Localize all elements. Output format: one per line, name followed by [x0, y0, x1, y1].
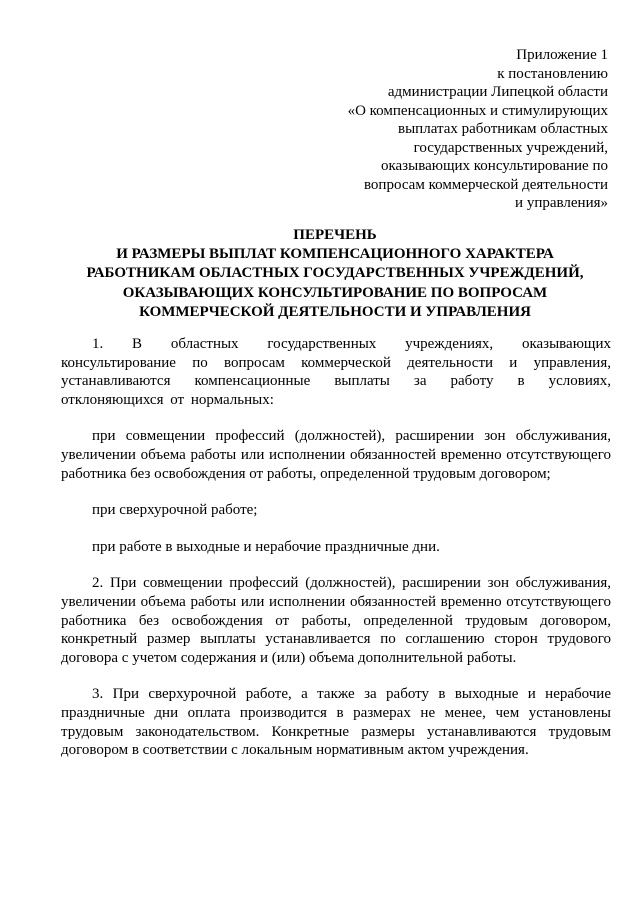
- paragraph-1: 1. В областных государственных учреждениях, оказывающих консультирование по вопросам коммерческой деятельности и управления, устанавливаются компенсационные выплаты за работу в условиях, отклоняющихся от нормальных:: [61, 336, 611, 408]
- heading-line: ОКАЗЫВАЮЩИХ КОНСУЛЬТИРОВАНИЕ ПО ВОПРОСАМ: [122, 284, 548, 301]
- heading-line: КОММЕРЧЕСКОЙ ДЕЯТЕЛЬНОСТИ И УПРАВЛЕНИЯ: [139, 303, 531, 320]
- paragraph-1-item-holidays: при работе в выходные и нерабочие праздничные дни.: [92, 538, 440, 555]
- appendix-block: [308, 46, 608, 213]
- paragraph-2: 2. При совмещении профессий (должностей), расширении зон обслуживания, увеличении объема работы или исполнении обязанностей временно отсутствующего работника без освобождения от работы, определенной трудовым договором, конкретный размер выплаты устанавливается по соглашению сторон трудового договора с учетом содержания и (или) объема дополнительной работы.: [61, 575, 611, 666]
- appendix-line: Приложение 1: [516, 47, 608, 63]
- appendix-line: администрации Липецкой области: [387, 84, 608, 100]
- paragraph-1-item-combination: при совмещении профессий (должностей), расширении зон обслуживания, увеличении объема работы или исполнении обязанностей временно отсутствующего работника без освобождения от работы, определенной трудовым договором;: [61, 428, 611, 482]
- document-heading: [60, 226, 610, 322]
- appendix-line: к постановлению: [497, 65, 608, 82]
- appendix-line: «О компенсационных и стимулирующих: [347, 102, 608, 119]
- document-body: [61, 335, 611, 778]
- appendix-line: оказывающих консультирование по: [380, 158, 608, 174]
- appendix-line: вопросам коммерческой деятельности: [363, 176, 608, 193]
- heading-line: ПЕРЕЧЕНЬ: [293, 227, 377, 243]
- appendix-line: государственных учреждений,: [413, 139, 608, 156]
- paragraph-3: 3. При сверхурочной работе, а также за работу в выходные и нерабочие праздничные дни оплата производится в размерах не менее, чем установлены трудовым законодательством. Конкретные размеры устанавливаются трудовым договором в соответствии с локальным нормативным актом учреждения.: [61, 686, 611, 759]
- heading-line: РАБОТНИКАМ ОБЛАСТНЫХ ГОСУДАРСТВЕННЫХ УЧРЕЖДЕНИЙ,: [86, 265, 584, 282]
- appendix-line: и управления»: [515, 195, 608, 211]
- paragraph-1-item-overtime: при сверхурочной работе;: [92, 502, 258, 519]
- heading-line: И РАЗМЕРЫ ВЫПЛАТ КОМПЕНСАЦИОННОГО ХАРАКТЕРА: [116, 246, 554, 263]
- appendix-line: выплатах работникам областных: [398, 121, 608, 137]
